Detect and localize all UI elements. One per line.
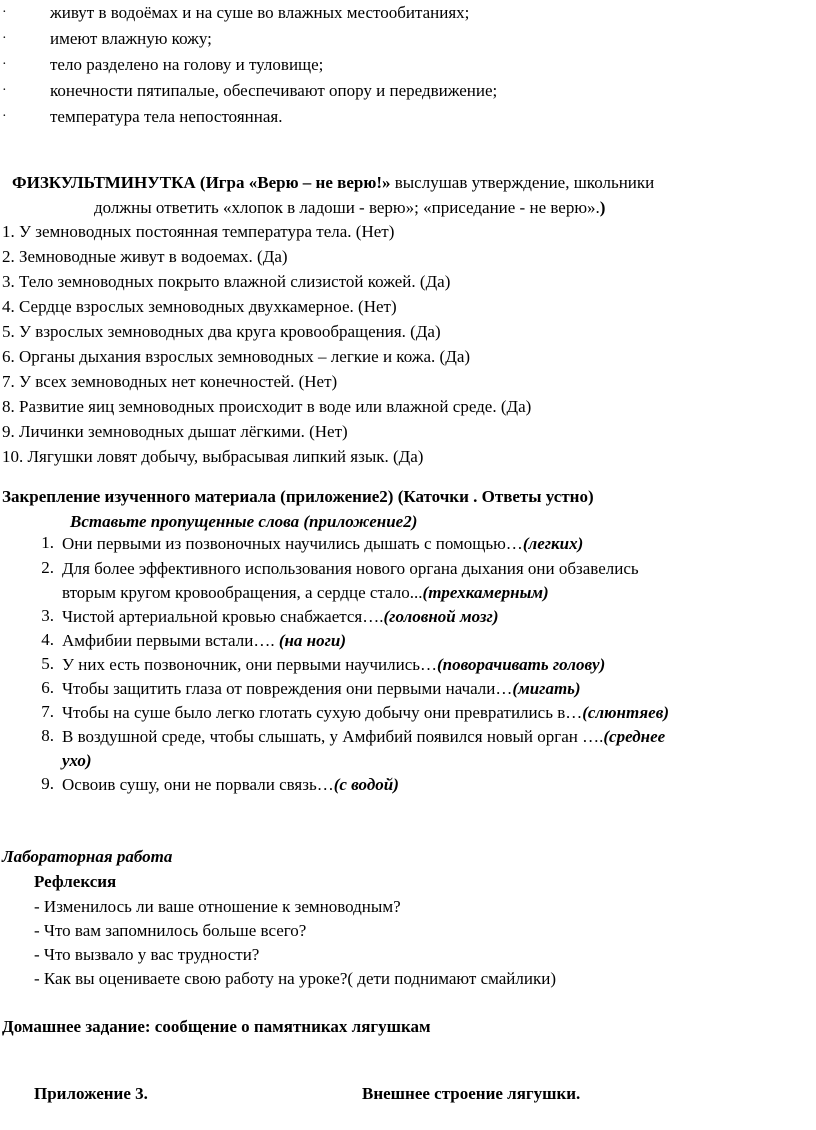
- list-item: 1. У земноводных постоянная температура тела. (Нет): [2, 222, 395, 241]
- bullet-marker: ·: [2, 83, 7, 98]
- list-item: 6. Органы дыхания взрослых земноводных – легкие и кожа. (Да): [2, 347, 471, 366]
- consolidation-subheading: Вставьте пропущенные слова (приложение2): [70, 512, 418, 531]
- bullet-item: конечности пятипалые, обеспечивают опору и передвижение;: [50, 81, 498, 100]
- answer: (мигать): [512, 679, 581, 698]
- answer: (на ноги): [278, 631, 347, 650]
- bullet-marker: ·: [2, 57, 7, 72]
- lab-heading: Лабораторная работа: [2, 847, 173, 866]
- bullet-item: температура тела непостоянная.: [50, 107, 283, 126]
- list-item: Чтобы на суше было легко глотать сухую добычу они превратились в…(слюнтяев): [62, 703, 669, 722]
- list-item: У них есть позвоночник, они первыми научились…(поворачивать голову): [62, 655, 606, 674]
- appendix-title: Внешнее строение лягушки.: [362, 1084, 581, 1103]
- answer: (среднее: [603, 727, 666, 746]
- bullet-item: тело разделено на голову и туловище;: [50, 55, 324, 74]
- bullet-item: живут в водоёмах и на суше во влажных местообитаниях;: [50, 3, 470, 22]
- fizkult-title: ФИЗКУЛЬТМИНУТКА (Игра «Верю – не верю!»: [12, 173, 391, 192]
- list-item: 8. Развитие яиц земноводных происходит в воде или влажной среде. (Да): [2, 397, 532, 416]
- appendix-label: Приложение 3.: [34, 1084, 148, 1103]
- item-number: 7.: [41, 702, 54, 721]
- fizkult-header-line2: [94, 197, 605, 219]
- bullet-marker: ·: [2, 109, 7, 124]
- list-item: Чистой артериальной кровью снабжается….(головной мозг): [62, 607, 499, 626]
- answer: (с водой): [333, 775, 399, 794]
- answer: (поворачивать голову): [437, 655, 606, 674]
- list-item: Они первыми из позвоночных научились дышать с помощью…(легких): [62, 534, 584, 553]
- list-item: 9. Личинки земноводных дышат лёгкими. (Нет): [2, 422, 348, 441]
- answer: (трехкамерным): [422, 583, 549, 602]
- list-item: 5. У взрослых земноводных два круга кровообращения. (Да): [2, 322, 441, 341]
- reflection-heading: Рефлексия: [34, 872, 117, 891]
- list-item: Чтобы защитить глаза от повреждения они первыми начали…(мигать): [62, 679, 581, 698]
- answer: (головной мозг): [383, 607, 499, 626]
- answer-continuation: ухо): [62, 751, 92, 770]
- item-number: 5.: [41, 654, 54, 673]
- item-number: 8.: [41, 726, 54, 745]
- bullet-marker: ·: [2, 5, 7, 20]
- item-number: 3.: [41, 606, 54, 625]
- list-item: - Изменилось ли ваше отношение к земноводным?: [34, 897, 401, 916]
- list-item: 7. У всех земноводных нет конечностей. (Нет): [2, 372, 338, 391]
- item-number: 4.: [41, 630, 54, 649]
- fizkult-intro: выслушав утверждение, школьники: [394, 173, 655, 192]
- answer: (легких): [522, 534, 584, 553]
- item-number: 9.: [41, 774, 54, 793]
- list-item: 3. Тело земноводных покрыто влажной слизистой кожей. (Да): [2, 272, 451, 291]
- item-number: 6.: [41, 678, 54, 697]
- list-item: В воздушной среде, чтобы слышать, у Амфибий появился новый орган ….(среднее: [62, 727, 666, 746]
- fizkult-intro2: должны ответить «хлопок в ладоши - верю»; «приседание - не верю».: [94, 198, 600, 217]
- list-item: - Как вы оцениваете свою работу на уроке?( дети поднимают смайлики): [34, 969, 556, 988]
- consolidation-heading: Закрепление изученного материала (приложение2) (Каточки . Ответы устно): [2, 487, 594, 506]
- homework: Домашнее задание: сообщение о памятниках лягушкам: [2, 1017, 431, 1036]
- list-item: Освоив сушу, они не порвали связь…(с водой): [62, 775, 399, 794]
- answer: (слюнтяев): [582, 703, 669, 722]
- fizkult-header: [12, 172, 654, 194]
- list-item: - Что вызвало у вас трудности?: [34, 945, 260, 964]
- list-item: Амфибии первыми встали…. (на ноги): [62, 631, 347, 650]
- item-number: 1.: [41, 533, 54, 552]
- list-item: - Что вам запомнилось больше всего?: [34, 921, 307, 940]
- list-item: 2. Земноводные живут в водоемах. (Да): [2, 247, 288, 266]
- list-item: 10. Лягушки ловят добычу, выбрасывая липкий язык. (Да): [2, 447, 424, 466]
- bullet-item: имеют влажную кожу;: [50, 29, 212, 48]
- list-item: 4. Сердце взрослых земноводных двухкамерное. (Нет): [2, 297, 397, 316]
- list-item: Для более эффективного использования нового органа дыхания они обзавелись: [62, 559, 639, 578]
- bullet-marker: ·: [2, 31, 7, 46]
- fizkult-close: ): [599, 198, 606, 217]
- list-item-continuation: вторым кругом кровообращения, а сердце стало...(трехкамерным): [62, 583, 549, 602]
- item-number: 2.: [41, 558, 54, 577]
